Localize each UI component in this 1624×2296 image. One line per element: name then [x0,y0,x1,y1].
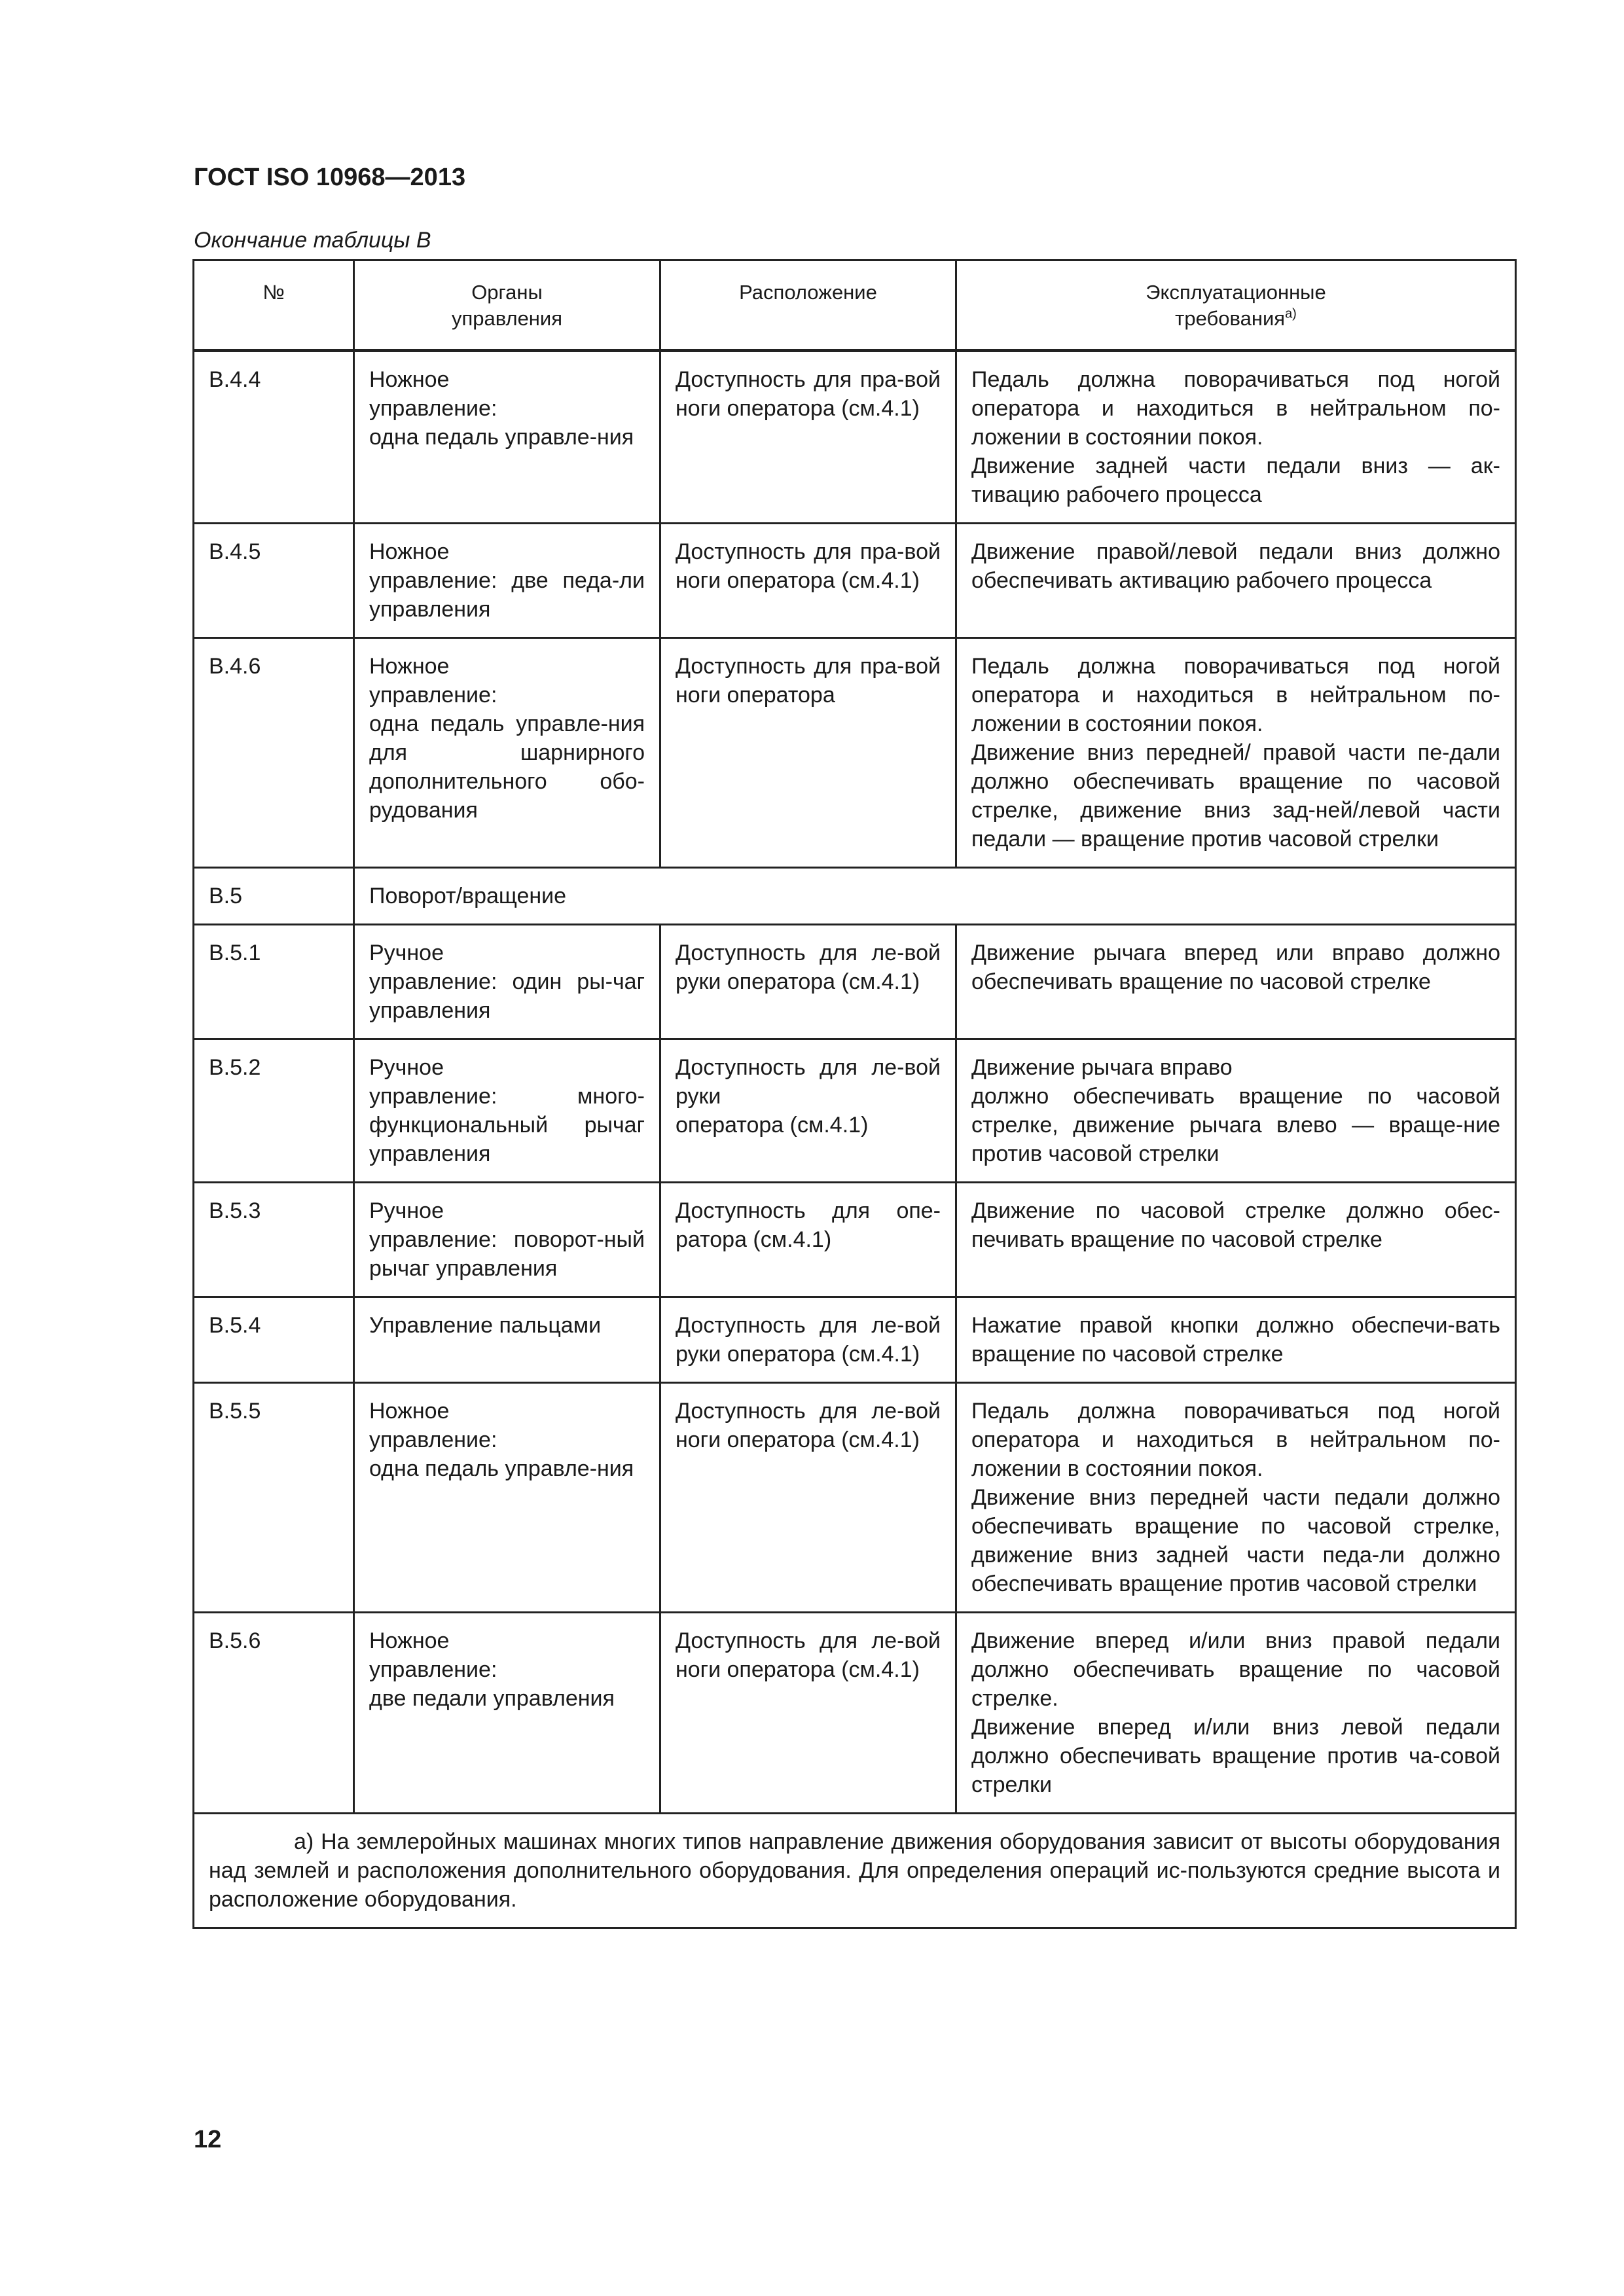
row-controls-cell: Ножное управление: одна педаль управле-ния для шарнирного дополнительного обо-рудования [354,638,660,868]
row-controls-cell: Управление пальцами [354,1297,660,1383]
row-number-cell: В.4.4 [194,351,354,524]
page-number: 12 [194,2126,222,2153]
table-body-b5 [194,925,1516,1814]
row-location-cell: Доступность для ле-вой руки оператора (см.4.1) [660,1039,956,1183]
row-requirements-cell: Нажатие правой кнопки должно обеспечи-вать вращение по часовой стрелке [956,1297,1516,1383]
row-requirements-cell: Движение по часовой стрелке должно обес-печивать вращение по часовой стрелке [956,1183,1516,1297]
row-location-cell: Доступность для опе-ратора (см.4.1) [660,1183,956,1297]
row-requirements-cell: Движение правой/левой педали вниз должно обеспечивать активацию рабочего процесса [956,524,1516,638]
table-caption: Окончание таблицы В [194,228,431,253]
table-row [194,1383,1516,1613]
controls-table [192,259,1517,1929]
row-requirements-cell: Движение вперед и/или вниз правой педали должно обеспечивать вращение по часовой стрелке. Движение вперед и/или вниз левой педали должно обеспечивать вращение против ча-совой стрелки [956,1613,1516,1814]
row-location-cell: Доступность для ле-вой руки оператора (см.4.1) [660,1297,956,1383]
table-row [194,925,1516,1039]
row-number-cell: В.5.1 [194,925,354,1039]
row-number-cell: В.5.4 [194,1297,354,1383]
column-header-requirements: Эксплуатационные требования$^{a)}$ [956,260,1516,351]
row-location-cell: Доступность для ле-вой ноги оператора (см.4.1) [660,1613,956,1814]
footnote-row [194,1814,1516,1928]
section-row [194,868,1516,925]
row-number-cell: В.5.6 [194,1613,354,1814]
row-requirements-cell: Педаль должна поворачиваться под ногой оператора и находиться в нейтральном по-ложении в состоянии покоя. Движение задней части педали вниз — ак-тивацию рабочего процесса [956,351,1516,524]
row-number-cell: В.5.5 [194,1383,354,1613]
table-header-row [194,260,1516,351]
section-number: В.5 [194,868,354,925]
table-section-b5 [194,868,1516,925]
column-header-controls: Органы управления [354,260,660,351]
row-controls-cell: Ножное управление: одна педаль управле-ния [354,1383,660,1613]
row-requirements-cell: Движение рычага вправо должно обеспечивать вращение по часовой стрелке, движение рычага влево — враще-ние против часовой стрелки [956,1039,1516,1183]
row-number-cell: В.5.3 [194,1183,354,1297]
row-location-cell: Доступность для ле-вой руки оператора (см.4.1) [660,925,956,1039]
row-controls-cell: Ручное управление: один ры-чаг управления [354,925,660,1039]
table-row [194,524,1516,638]
document-code: ГОСТ ISO 10968—2013 [194,164,466,191]
row-requirements-cell: Движение рычага вперед или вправо должно обеспечивать вращение по часовой стрелке [956,925,1516,1039]
row-controls-cell: Ручное управление: поворот-ный рычаг управления [354,1183,660,1297]
table-footnote: а) На землеройных машинах многих типов направление движения оборудования зависит от высоты оборудования над землей и расположения дополнительного оборудования. Для определения операций ис-пользуются средние высота и расположение оборудования. [194,1814,1516,1928]
row-controls-cell: Ножное управление: одна педаль управле-ния [354,351,660,524]
table-body-b4 [194,351,1516,868]
row-location-cell: Доступность для ле-вой ноги оператора (см.4.1) [660,1383,956,1613]
table-row [194,1183,1516,1297]
footnote-marker: a) [1285,306,1297,321]
column-header-number: № [194,260,354,351]
row-location-cell: Доступность для пра-вой ноги оператора [660,638,956,868]
row-location-cell: Доступность для пра-вой ноги оператора (см.4.1) [660,351,956,524]
table-row [194,351,1516,524]
table-row [194,1039,1516,1183]
row-number-cell: В.5.2 [194,1039,354,1183]
row-controls-cell: Ножное управление: две педали управления [354,1613,660,1814]
table-row [194,1613,1516,1814]
table-row [194,638,1516,868]
section-title: Поворот/вращение [354,868,1516,925]
row-requirements-cell: Педаль должна поворачиваться под ногой оператора и находиться в нейтральном по-ложении в состоянии покоя. Движение вниз передней части педали должно обеспечивать вращение по часовой стрелке, движение вниз задней части педа-ли должно обеспечивать вращение против часовой стрелки [956,1383,1516,1613]
row-number-cell: В.4.5 [194,524,354,638]
row-controls-cell: Ручное управление: много-функциональный рычаг управления [354,1039,660,1183]
row-controls-cell: Ножное управление: две педа-ли управления [354,524,660,638]
row-number-cell: В.4.6 [194,638,354,868]
table-row [194,1297,1516,1383]
row-requirements-cell: Педаль должна поворачиваться под ногой оператора и находиться в нейтральном по-ложении в состоянии покоя. Движение вниз передней/ правой части пе-дали должно обеспечивать вращение по часовой стрелке, движение вниз зад-ней/левой части педали — вращение против часовой стрелки [956,638,1516,868]
row-location-cell: Доступность для пра-вой ноги оператора (см.4.1) [660,524,956,638]
column-header-location: Расположение [660,260,956,351]
